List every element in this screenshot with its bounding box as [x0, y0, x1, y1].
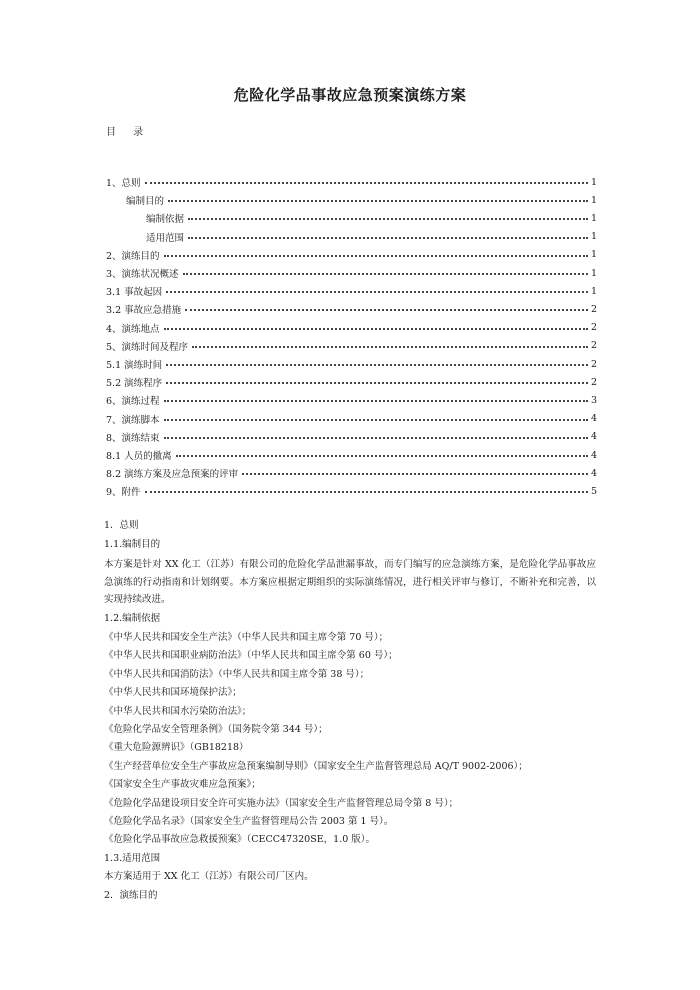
section-1-3-paragraph: 本方案适用于 XX 化工（江苏）有限公司厂区内。 [104, 871, 314, 882]
toc-dot-leader [183, 273, 588, 275]
toc-entry-label: 1、总则 [106, 178, 141, 189]
toc-entry[interactable] [106, 412, 597, 426]
toc-dot-leader [145, 491, 588, 493]
toc-entry[interactable] [106, 484, 597, 498]
reference-item: 《中华人民共和国职业病防治法》（中华人民共和国主席令第 60 号）； [104, 650, 398, 662]
toc-entry[interactable] [106, 284, 597, 298]
toc-dot-leader [188, 237, 588, 239]
toc-entry-page-number: 4 [590, 431, 597, 443]
reference-item: 《中华人民共和国水污染防治法》； [104, 705, 252, 717]
toc-entry-page-number: 1 [590, 194, 597, 206]
toc-dot-leader [164, 400, 588, 402]
reference-item: 《中华人民共和国安全生产法》（中华人民共和国主席令第 70 号）； [104, 632, 389, 643]
toc-entry-label: 5.2 演练程序 [106, 378, 163, 390]
toc-dot-leader [185, 309, 588, 311]
toc-entry[interactable] [106, 466, 597, 480]
toc-entry-label: 2、演练目的 [106, 250, 160, 262]
reference-item: 《危险化学品建设项目安全许可实施办法》（国家安全生产监督管理总局令第 8 号）； [104, 797, 459, 809]
toc-entry[interactable] [126, 193, 597, 207]
toc-entry[interactable] [106, 448, 597, 462]
toc-dot-leader [168, 200, 588, 202]
toc-heading: 目 录 [106, 127, 144, 138]
document-title: 危险化学品事故应急预案演练方案 [233, 86, 467, 104]
toc-entry[interactable] [146, 230, 597, 244]
toc-entry[interactable] [106, 430, 597, 444]
toc-entry[interactable] [106, 393, 597, 407]
toc-entry[interactable] [106, 175, 597, 189]
toc-entry-page-number: 1 [590, 176, 597, 188]
reference-item: 《重大危险源辨识》（GB18218） [104, 742, 249, 754]
toc-entry[interactable] [106, 321, 597, 335]
toc-dot-leader [164, 437, 588, 439]
reference-item: 《中华人民共和国消防法》（中华人民共和国主席令第 38 号）； [104, 668, 370, 680]
toc-entry-page-number: 2 [590, 358, 597, 370]
section-1-1-heading: 1.1.编制目的 [104, 539, 161, 550]
toc-entry-label: 9、附件 [106, 487, 141, 499]
toc-dot-leader [242, 473, 588, 475]
toc-entry-label: 8、演练结束 [106, 432, 160, 444]
toc-entry-page-number: 3 [590, 394, 597, 406]
section-1-2-heading: 1.2.编制依据 [104, 613, 161, 624]
toc-dot-leader [166, 382, 588, 384]
section-1-heading: 1．总则 [104, 520, 139, 531]
section-2-heading: 2．演练目的 [104, 890, 158, 901]
reference-item: 《生产经营单位安全生产事故应急预案编制导则》（国家安全生产监督管理总局 AQ/T 9002-2006）； [104, 760, 528, 772]
toc-entry-page-number: 5 [590, 485, 597, 497]
toc-dot-leader [166, 364, 588, 366]
toc-entry-page-number: 4 [590, 449, 597, 461]
toc-dot-leader [166, 291, 588, 293]
reference-item: 《国家安全生产事故灾难应急预案》； [104, 779, 261, 791]
toc-entry-label: 编制目的 [126, 196, 165, 208]
section-1-3-heading: 1.3.适用范围 [104, 853, 161, 864]
toc-entry[interactable] [106, 339, 597, 353]
toc-dot-leader [145, 182, 588, 184]
toc-entry-label: 7、演练脚本 [106, 414, 160, 426]
reference-item: 《危险化学品事故应急救援预案》（CECC47320SE，1.0 版）。 [104, 834, 376, 846]
toc-dot-leader [192, 346, 588, 348]
toc-entry-label: 5.1 演练时间 [106, 360, 163, 371]
toc-entry-page-number: 2 [590, 303, 597, 315]
toc-dot-leader [176, 455, 588, 457]
toc-entry-label: 6、演练过程 [106, 396, 160, 408]
toc-dot-leader [164, 255, 588, 257]
toc-entry[interactable] [146, 211, 597, 225]
toc-entry[interactable] [106, 357, 597, 371]
section-1-1-paragraph: 本方案是针对 XX 化工（江苏）有限公司的危险化学品泄漏事故，而专门编写的应急演练方案，是危险化学品事故应急演练的行动指南和计划纲要。本方案应根据定期组织的实际演练情况，进行相关评审与修订，不断补充和完善，以实现持续改进。 [104, 559, 596, 605]
toc-entry-page-number: 1 [590, 231, 597, 243]
toc-entry-page-number: 2 [590, 322, 597, 334]
toc-entry-page-number: 2 [590, 376, 597, 388]
toc-entry-page-number: 1 [590, 249, 597, 261]
toc-entry[interactable] [106, 248, 597, 262]
toc-entry[interactable] [106, 302, 597, 316]
toc-entry-label: 8.2 演练方案及应急预案的评审 [106, 469, 239, 481]
toc-entry-page-number: 1 [590, 212, 597, 224]
toc-entry-label: 适用范围 [146, 232, 185, 244]
reference-item: 《危险化学品名录》（国家安全生产监督管理局公告 2003 第 1 号）。 [104, 816, 394, 827]
toc-dot-leader [164, 419, 588, 421]
reference-item: 《中华人民共和国环境保护法》； [104, 687, 242, 699]
toc-entry-label: 3、演练状况概述 [106, 269, 179, 280]
toc-entry-label: 8.1 人员的撤离 [106, 451, 172, 462]
toc-entry-page-number: 4 [590, 467, 597, 479]
toc-entry-page-number: 1 [590, 267, 597, 279]
toc-entry[interactable] [106, 266, 597, 280]
toc-entry[interactable] [106, 375, 597, 389]
toc-entry-page-number: 1 [590, 285, 597, 297]
reference-item: 《危险化学品安全管理条例》（国务院令第 344 号）； [104, 724, 328, 735]
toc-entry-label: 4、演练地点 [106, 323, 160, 335]
toc-entry-label: 编制依据 [146, 214, 185, 226]
toc-dot-leader [164, 328, 588, 330]
toc-entry-label: 3.2 事故应急措施 [106, 305, 182, 317]
toc-dot-leader [188, 218, 588, 220]
toc-entry-page-number: 2 [590, 340, 597, 352]
toc-entry-page-number: 4 [590, 413, 597, 425]
toc-entry-label: 5、演练时间及程序 [106, 341, 189, 353]
toc-entry-label: 3.1 事故起因 [106, 287, 163, 299]
